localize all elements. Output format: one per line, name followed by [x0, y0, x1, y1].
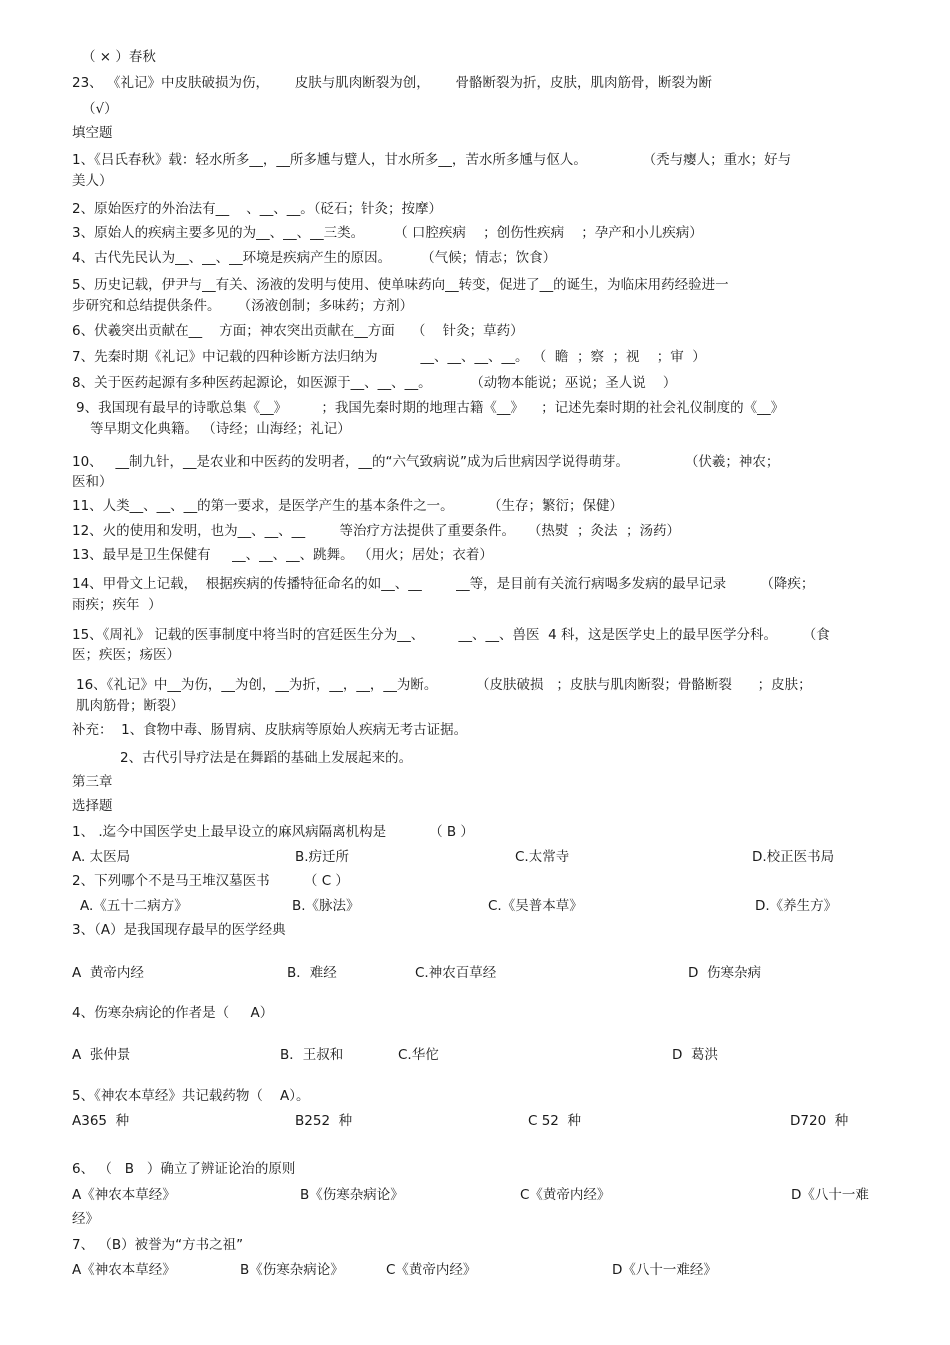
- option-b: B《伤寒杂病论》: [300, 1187, 404, 1203]
- option-d: D.《养生方》: [755, 898, 838, 914]
- section-heading: 选择题: [72, 798, 113, 814]
- option-d: D《八十一难: [791, 1187, 869, 1203]
- fill-question-16-cont: 肌肉筋骨；断裂）: [76, 698, 184, 714]
- option-b: B．王叔和: [280, 1047, 344, 1063]
- option-d: D 伤寒杂病: [688, 965, 761, 981]
- supplement-1: 补充： 1、食物中毒、肠胃病、皮肤病等原始人疾病无考古证据。: [72, 722, 468, 738]
- supplement-2: 2、古代引导疗法是在舞蹈的基础上发展起来的。: [120, 750, 413, 766]
- option-d: D720 种: [790, 1113, 849, 1129]
- answer-line: （√）: [82, 101, 118, 117]
- fill-question-16: 16、《礼记》中__为伤，__为创，__为折，__，__，__为断。 （皮肤破损 ；皮肤与肌肉断裂；骨骼断裂 ；皮肤；: [76, 677, 812, 693]
- fill-question-15-cont: 医；疾医；疡医）: [72, 647, 180, 663]
- option-a: A. 太医局: [72, 849, 131, 865]
- choice-question-3: 3、（A）是我国现存最早的医学经典: [72, 922, 286, 938]
- choice-question-2: 2、下列哪个不是马王堆汉墓医书 （ C ）: [72, 873, 349, 889]
- option-c: C《黄帝内经》: [520, 1187, 611, 1203]
- option-b: B．难经: [287, 965, 337, 981]
- fill-question-6: 6、伏羲突出贡献在__ 方面；神农突出贡献在__方面 （ 针灸；草药）: [72, 323, 524, 339]
- option-a: A365 种: [72, 1113, 130, 1129]
- fill-question-8: 8、关于医药起源有多种医药起源论，如医源于__、__、__。 （动物本能说；巫说；圣人说 ）: [72, 375, 677, 391]
- option-d: D《八十一难经》: [612, 1262, 717, 1278]
- fill-question-2: 2、原始医疗的外治法有__ 、__、__。（砭石；针灸；按摩）: [72, 201, 443, 217]
- option-b: B.《脉法》: [292, 898, 360, 914]
- fill-question-10-cont: 医和）: [72, 474, 113, 490]
- option-c: C.《吴普本草》: [488, 898, 583, 914]
- option-a: A.《五十二病方》: [80, 898, 188, 914]
- fill-question-9-cont: 等早期文化典籍。 （诗经；山海经；礼记）: [90, 421, 351, 437]
- choice-question-6: 6、 （ B ）确立了辨证论治的原则: [72, 1161, 296, 1177]
- section-heading: 填空题: [72, 125, 113, 141]
- option-c: C.华佗: [398, 1047, 439, 1063]
- option-a: A《神农本草经》: [72, 1187, 176, 1203]
- option-a: A 黄帝内经: [72, 965, 144, 981]
- fill-question-1: 1、《吕氏春秋》载：轻水所多__，__所多尰与躄人，甘水所多__，苦水所多尰与伛人。 （秃与瘿人；重水；好与: [72, 152, 792, 168]
- fill-question-14: 14、甲骨文上记载， 根据疾病的传播特征命名的如__、__ __等，是目前有关流行病喝多发病的最早记录 （降疾；: [72, 576, 815, 592]
- option-b: B252 种: [295, 1113, 353, 1129]
- fill-question-15: 15、《周礼》 记载的医事制度中将当时的宫廷医生分为__、 __、__、兽医 4 科，这是医学史上的最早医学分科。 （食: [72, 627, 830, 643]
- option-d-cont: 经》: [72, 1211, 99, 1227]
- choice-question-5: 5、《神农本草经》共记载药物（ A）。: [72, 1088, 310, 1104]
- answer-line: （ × ）春秋: [82, 49, 156, 65]
- fill-question-3: 3、原始人的疾病主要多见的为__、__、__三类。 （ 口腔疾病 ；创伤性疾病 ；孕产和小儿疾病）: [72, 225, 703, 241]
- option-d: D 葛洪: [672, 1047, 718, 1063]
- option-b: B.疠迁所: [295, 849, 350, 865]
- option-a: A《神农本草经》: [72, 1262, 176, 1278]
- fill-question-4: 4、古代先民认为__、__、__环境是疾病产生的原因。 （气候；情志；饮食）: [72, 250, 557, 266]
- fill-question-11: 11、人类__、__、__的第一要求，是医学产生的基本条件之一。 （生存；繁衍；保健）: [72, 498, 624, 514]
- fill-question-5: 5、历史记载，伊尹与__有关、汤液的发明与使用、使单味药向__转变，促进了__的诞生，为临床用药经验进一: [72, 277, 729, 293]
- fill-question-10: 10、 __制九针，__是农业和中医药的发明者，__的“六气致病说”成为后世病因学说得萌芽。 （伏羲；神农；: [72, 454, 780, 470]
- chapter-heading: 第三章: [72, 774, 113, 790]
- option-b: B《伤寒杂病论》: [240, 1262, 344, 1278]
- fill-question-5-cont: 步研究和总结提供条件。 （汤液创制；多味药；方剂）: [72, 298, 414, 314]
- choice-question-7: 7、 （B）被誉为“方书之祖”: [72, 1237, 244, 1253]
- choice-question-4: 4、伤寒杂病论的作者是（ A）: [72, 1005, 274, 1021]
- option-a: A 张仲景: [72, 1047, 131, 1063]
- option-c: C.太常寺: [515, 849, 570, 865]
- option-d: D.校正医书局: [752, 849, 835, 865]
- option-c: C 52 种: [528, 1113, 581, 1129]
- option-c: C《黄帝内经》: [386, 1262, 477, 1278]
- fill-question-7: 7、先秦时期《礼记》中记载的四种诊断方法归纳为 __、__、__、__。 （ 瞻 ；察 ；视 ；审 ）: [72, 349, 706, 365]
- choice-question-1: 1、 .迄今中国医学史上最早设立的麻风病隔离机构是 （ B ）: [72, 824, 474, 840]
- fill-question-1-cont: 美人）: [72, 173, 113, 189]
- fill-question-13: 13、最早是卫生保健有 __、__、__、跳舞。 （用火；居处；衣着）: [72, 547, 493, 563]
- fill-question-14-cont: 雨疾；疾年 ）: [72, 597, 162, 613]
- question-23: 23、 《礼记》中皮肤破损为伤， 皮肤与肌肉断裂为创， 骨骼断裂为折，皮肤，肌肉筋骨，断裂为断: [72, 75, 712, 91]
- fill-question-12: 12、火的使用和发明，也为__、__、__ 等治疗方法提供了重要条件。 （热熨 ；灸法 ；汤药）: [72, 523, 681, 539]
- fill-question-9: 9、我国现有最早的诗歌总集《__》 ；我国先秦时期的地理古籍《__》 ；记述先秦时期的社会礼仪制度的《__》: [76, 400, 785, 416]
- option-c: C.神农百草经: [415, 965, 497, 981]
